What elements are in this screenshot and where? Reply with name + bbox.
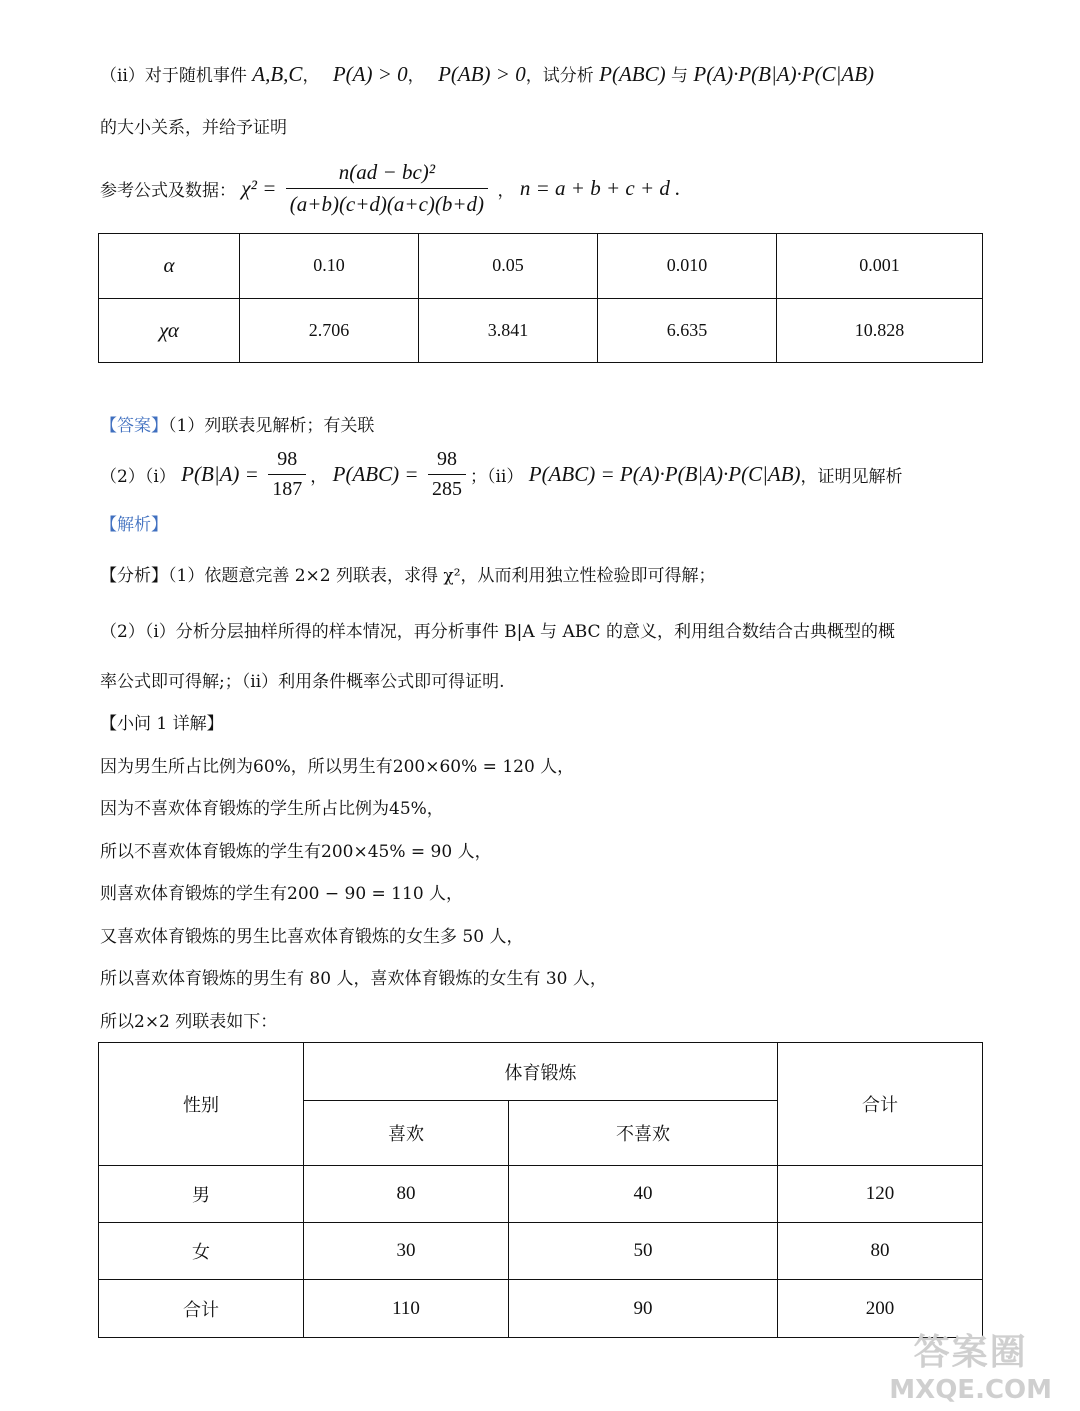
watermark-text: 答案圈 [913, 1332, 1028, 1373]
table-cell: 0.10 [240, 234, 419, 299]
table-cell: 80 [778, 1223, 983, 1280]
table-cell: 30 [304, 1223, 509, 1280]
formula-line: 参考公式及数据： χ² = $\frac{\text{n(ad − bc)²}}{(a+b)(c+d)(a+c)(b+d)}$ ， n = a + b + c + d . [100, 160, 681, 216]
header-exercise: 体育锻炼 [304, 1043, 778, 1101]
solution-line: 因为不喜欢体育锻炼的学生所占比例为45%， [100, 799, 444, 819]
analysis-fx-text: （1）依题意完善 2×2 列联表，求得 χ²，从而利用独立性检验即可得解； [168, 566, 716, 586]
contingency-table [98, 1042, 983, 1338]
analysis-tag: 【解析】 [100, 515, 168, 535]
table-cell: 40 [509, 1166, 778, 1223]
watermark-url: MXQE.COM [889, 1375, 1052, 1405]
answer-part-1: （1）列联表见解析；有关联 [168, 416, 375, 436]
table-row [99, 1166, 983, 1223]
alpha-label: α [99, 234, 240, 299]
formula-lhs: χ² = [241, 176, 277, 200]
table-row [99, 1043, 983, 1101]
solution-line: 所以喜欢体育锻炼的男生有 80 人，喜欢体育锻炼的女生有 30 人， [100, 969, 607, 989]
solution-line: 所以不喜欢体育锻炼的学生有200×45% = 90 人， [100, 842, 492, 862]
answer-line-2: （2）（ⅰ） P(B|A) = $\frac{98}{187}$ ， P(ABC) = $\frac{98}{285}$ ；（ⅱ） P(ABC) = P(A)·P(B|A)·P(C|AB)，证明见解析 [100, 448, 903, 500]
analysis-line-3: 率公式即可得解;；（ⅱ）利用条件概率公式即可得证明. [100, 672, 505, 692]
table-row [99, 1280, 983, 1338]
table-cell: 200 [778, 1280, 983, 1338]
answer-part-2-prefix: （2）（ⅰ） [100, 467, 176, 487]
watermark-logo [889, 1324, 1052, 1405]
formula-label: 参考公式及数据： [100, 181, 236, 201]
table-cell: 6.635 [598, 298, 777, 363]
answer-tag: 【答案】 [100, 416, 168, 436]
formula-numerator: n(ad − bc)² [338, 160, 436, 184]
analysis-line-1 [100, 564, 716, 588]
solution-line: 所以2×2 列联表如下： [100, 1012, 278, 1032]
table-cell: 120 [778, 1166, 983, 1223]
fraction-numerator: 98 [277, 448, 298, 470]
math-product: P(A)·P(B|A)·P(C|AB) [693, 62, 875, 86]
math-pabc: P(ABC) [599, 62, 666, 86]
analysis-line-2: （2）（ⅰ）分析分层抽样所得的样本情况，再分析事件 B|A 与 ABC 的意义，利用组合数结合古典概型的概 [100, 622, 895, 642]
header-gender: 性别 [99, 1043, 304, 1166]
question-text: （ⅱ）对于随机事件 [100, 66, 247, 86]
question-text-3: 与 [671, 66, 689, 86]
header-like: 喜欢 [304, 1101, 509, 1166]
table-cell: 80 [304, 1166, 509, 1223]
fraction-denominator: 187 [268, 474, 306, 501]
header-total: 合计 [778, 1043, 983, 1166]
question-text-2: ，试分析 [525, 66, 594, 86]
answer-line-1 [100, 414, 374, 438]
math-pabc-answer: P(ABC) = [332, 462, 419, 486]
table-cell: 90 [509, 1280, 778, 1338]
fraction-pabc [428, 448, 466, 501]
table-cell: 10.828 [777, 298, 983, 363]
row-label: 男 [99, 1166, 304, 1223]
table-cell: 2.706 [240, 298, 419, 363]
answer-ii-tail: ，证明见解析 [800, 467, 903, 487]
table-cell: 50 [509, 1223, 778, 1280]
math-pba: P(B|A) = [181, 462, 259, 486]
row-label: 合计 [99, 1280, 304, 1338]
header-dislike: 不喜欢 [509, 1101, 778, 1166]
question-line-2: 的大小关系，并给予证明 [100, 118, 287, 138]
solution-line: 又喜欢体育锻炼的男生比喜欢体育锻炼的女生多 50 人， [100, 927, 524, 947]
critical-value-table [98, 233, 983, 363]
row-label: 女 [99, 1223, 304, 1280]
table-row [99, 234, 983, 299]
analysis-fx-tag: 【分析】 [100, 566, 168, 586]
question-ii-line: （ⅱ）对于随机事件 A,B,C， P(A) > 0， P(AB) > 0，试分析 P(ABC) 与 P(A)·P(B|A)·P(C|AB) [100, 62, 875, 86]
answer-ii-prefix: ；（ⅱ） [469, 467, 524, 487]
fraction-denominator: 285 [428, 474, 466, 501]
table-cell: 3.841 [419, 298, 598, 363]
formula-denominator: (a+b)(c+d)(a+c)(b+d) [286, 188, 488, 217]
table-row [99, 1223, 983, 1280]
table-cell: 0.05 [419, 234, 598, 299]
solution-line: 因为男生所占比例为60%，所以男生有200×60% = 120 人， [100, 757, 575, 777]
table-cell: 110 [304, 1280, 509, 1338]
table-row [99, 298, 983, 363]
solution-title: 【小问 1 详解】 [100, 714, 224, 734]
table-cell: 0.010 [598, 234, 777, 299]
math-vars: A,B,C [252, 62, 303, 86]
math-pa: P(A) > 0 [332, 62, 408, 86]
formula-n-def: n = a + b + c + d . [519, 176, 681, 200]
math-ii-expr: P(ABC) = P(A)·P(B|A)·P(C|AB) [528, 462, 801, 486]
formula-fraction [286, 160, 488, 217]
solution-line: 则喜欢体育锻炼的学生有200 − 90 = 110 人， [100, 884, 464, 904]
math-pab: P(AB) > 0 [438, 62, 526, 86]
fraction-numerator: 98 [436, 448, 457, 470]
chi-alpha-label: χα [99, 298, 240, 363]
fraction-pba [268, 448, 306, 501]
table-cell: 0.001 [777, 234, 983, 299]
